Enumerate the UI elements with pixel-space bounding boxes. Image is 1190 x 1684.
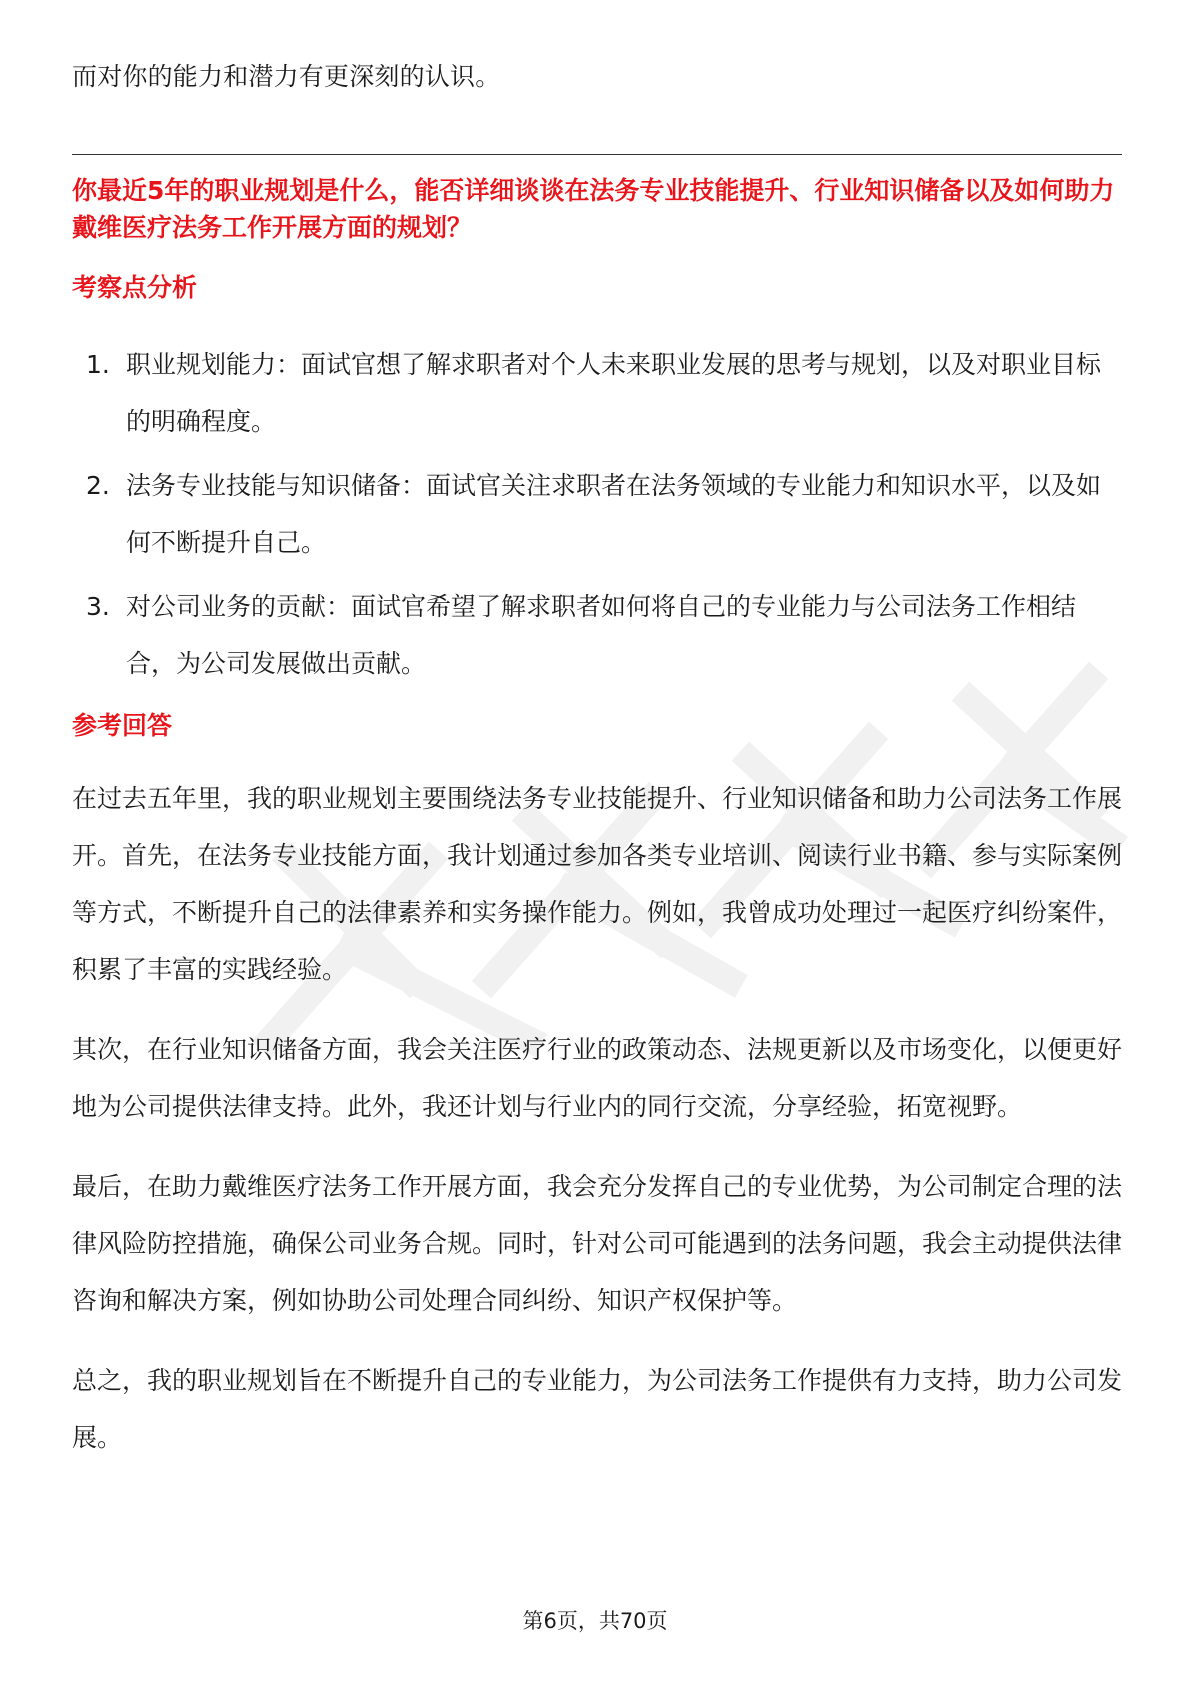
list-item-number: 3.: [86, 592, 110, 621]
answer-paragraph: 最后，在助力戴维医疗法务工作开展方面，我会充分发挥自己的专业优势，为公司制定合理的法律风险防控措施，确保公司业务合规。同时，针对公司可能遇到的法务问题，我会主动提供法律咨询和解决方案，例如协助公司处理合同纠纷、知识产权保护等。: [72, 1172, 1123, 1315]
list-item: [72, 578, 1122, 692]
continued-text: 而对你的能力和潜力有更深刻的认识。: [72, 62, 501, 91]
list-item-text: 法务专业技能与知识储备：面试官关注求职者在法务领域的专业能力和知识水平，以及如何不断提升自己。: [126, 471, 1102, 557]
list-item: [72, 457, 1122, 571]
answer-paragraph: 总之，我的职业规划旨在不断提升自己的专业能力，为公司法务工作提供有力支持，助力公司发展。: [72, 1366, 1123, 1452]
answer-title: 参考回答: [72, 711, 173, 740]
analysis-title: 考察点分析: [72, 273, 198, 302]
answer-paragraph: 在过去五年里，我的职业规划主要围绕法务专业技能提升、行业知识储备和助力公司法务工作展开。首先，在法务专业技能方面，我计划通过参加各类专业培训、阅读行业书籍、参与实际案例等方式，不断提升自己的法律素养和实务操作能力。例如，我曾成功处理过一起医疗纠纷案件，积累了丰富的实践经验。: [72, 784, 1123, 984]
analysis-list: [72, 336, 1122, 699]
page-number: 第6页，共70页: [522, 1609, 668, 1633]
list-item-number: 1.: [86, 350, 110, 379]
answer-body: [72, 770, 1122, 1489]
question-heading: 你最近5年的职业规划是什么，能否详细谈谈在法务专业技能提升、行业知识储备以及如何助力戴维医疗法务工作开展方面的规划？: [72, 176, 1115, 242]
list-item-number: 2.: [86, 471, 110, 500]
list-item-text: 对公司业务的贡献：面试官希望了解求职者如何将自己的专业能力与公司法务工作相结合，为公司发展做出贡献。: [126, 592, 1077, 678]
answer-paragraph: 其次，在行业知识储备方面，我会关注医疗行业的政策动态、法规更新以及市场变化，以便更好地为公司提供法律支持。此外，我还计划与行业内的同行交流，分享经验，拓宽视野。: [72, 1035, 1123, 1121]
list-item-text: 职业规划能力：面试官想了解求职者对个人未来职业发展的思考与规划，以及对职业目标的明确程度。: [126, 350, 1102, 436]
section-divider: [72, 154, 1122, 155]
list-item: [72, 336, 1122, 450]
